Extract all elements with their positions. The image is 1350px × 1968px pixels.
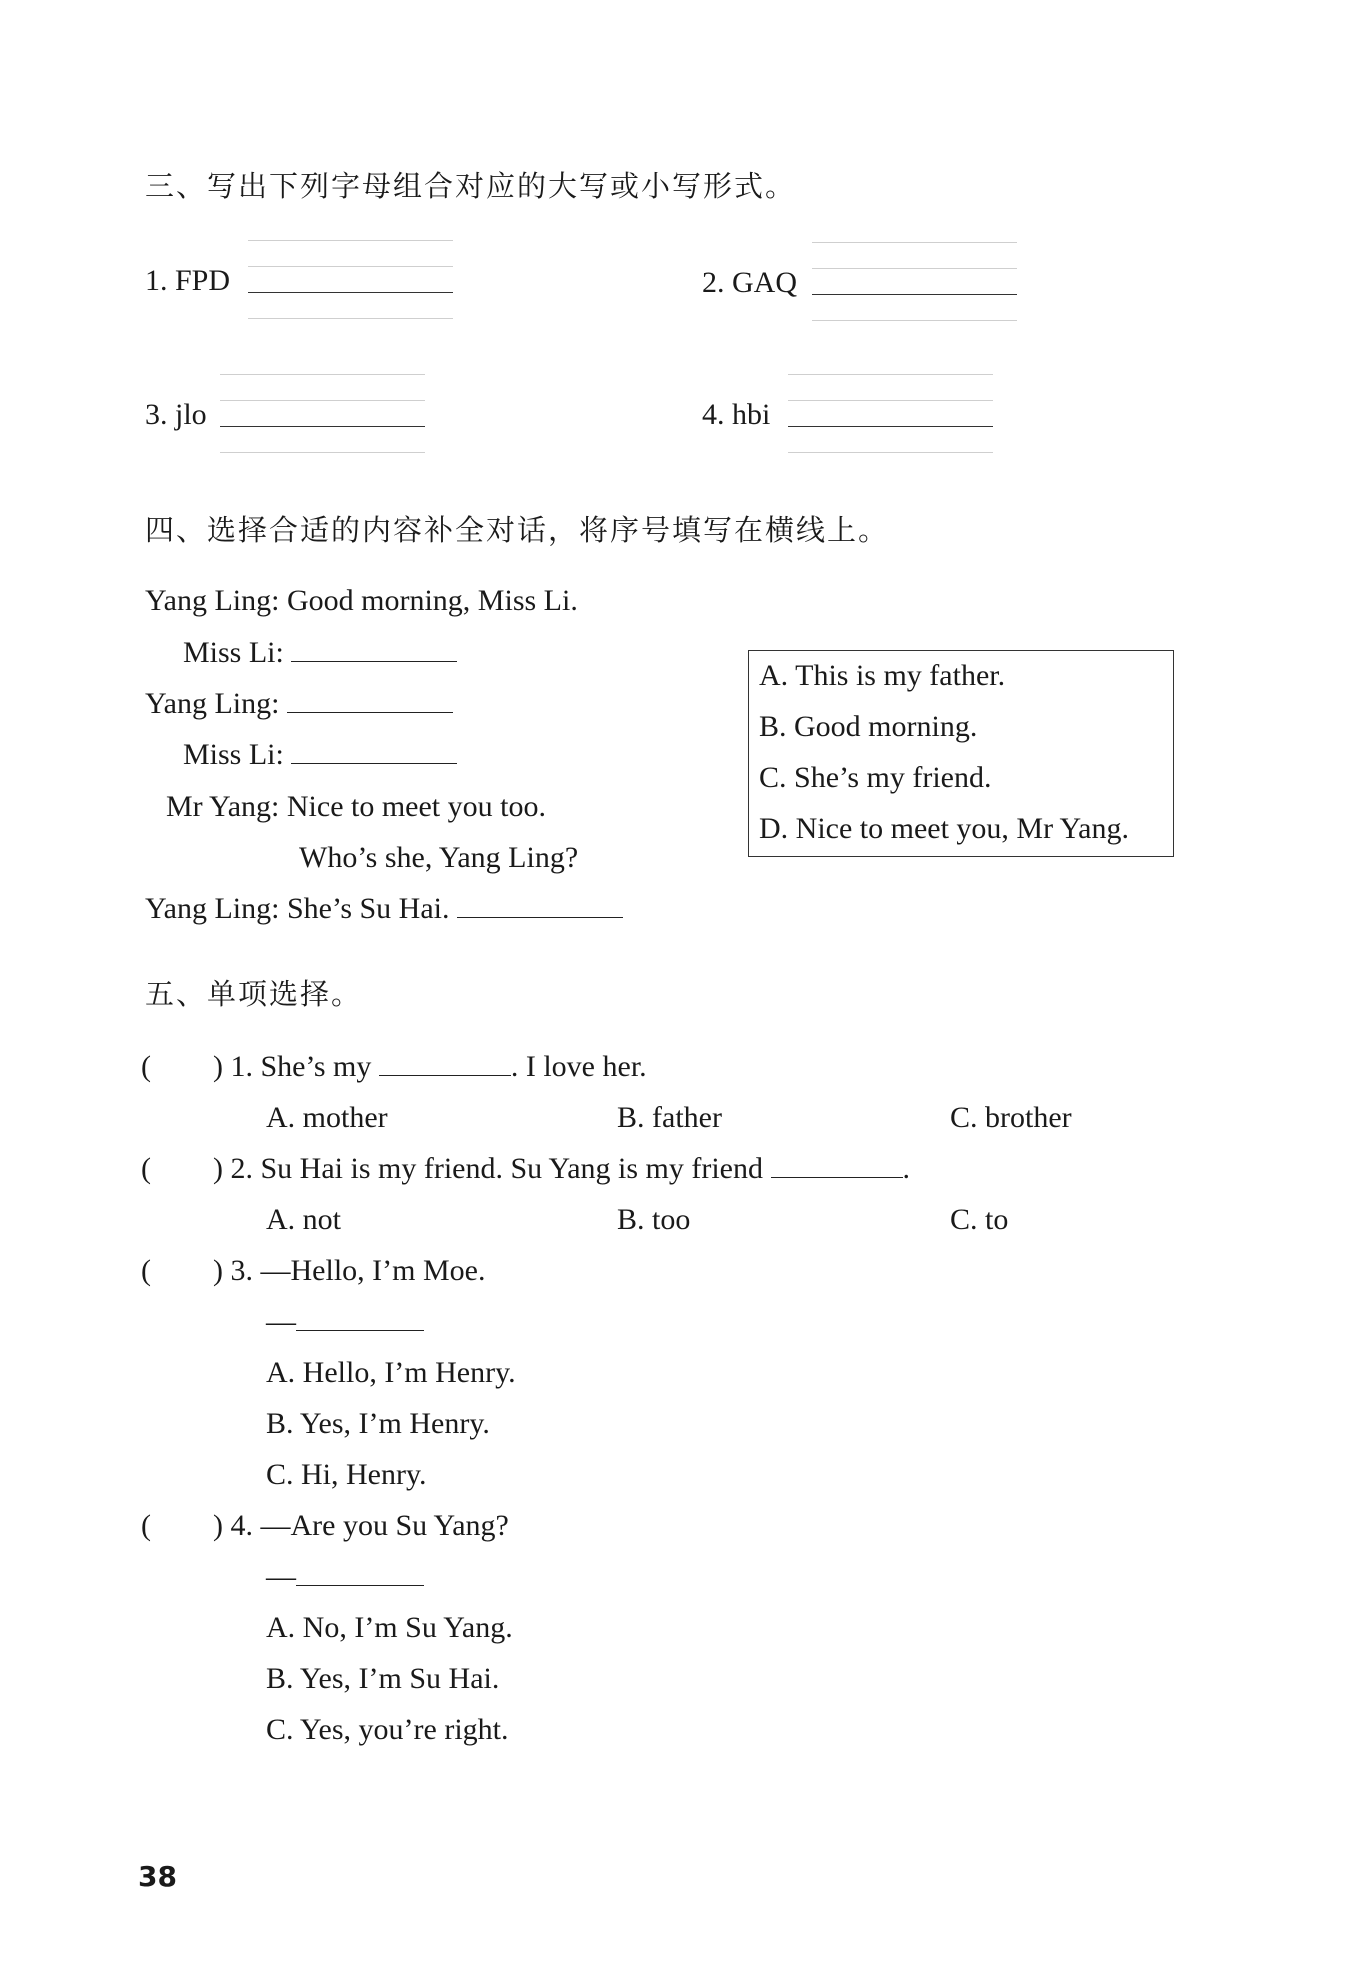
question-number: ) 3. (213, 1254, 253, 1287)
speaker-name: Miss Li: (183, 738, 284, 771)
dialogue-line-2 (183, 636, 457, 670)
letter-item-4-label: 4. hbi (702, 398, 771, 431)
q4-reply-line (266, 1560, 424, 1594)
option-d: D. Nice to meet you, Mr Yang. (759, 812, 1129, 845)
dialogue-text: Good morning, Miss Li. (286, 584, 578, 617)
question-stem: —Are you Su Yang? (260, 1509, 509, 1542)
q2-option-b: B. too (617, 1203, 691, 1236)
q1-option-b: B. father (617, 1101, 722, 1134)
question-blank[interactable] (771, 1176, 903, 1178)
reply-dash: — (266, 1305, 296, 1338)
question-2 (213, 1152, 910, 1186)
question-number: ) 2. (213, 1152, 253, 1185)
dialogue-line-5 (166, 790, 546, 824)
q3-option-c: C. Hi, Henry. (266, 1458, 427, 1491)
question-3 (213, 1254, 485, 1288)
question-1 (213, 1050, 647, 1084)
dialogue-line-6 (299, 841, 578, 875)
section5-title: 五、单项选择。 (145, 977, 363, 1011)
q2-option-a: A. not (266, 1203, 341, 1236)
answer-paren-open[interactable]: ( (141, 1050, 151, 1083)
speaker-name: Yang Ling: (145, 687, 280, 720)
answer-paren-open[interactable]: ( (141, 1254, 151, 1287)
dialogue-line-1 (145, 584, 578, 618)
q1-option-a: A. mother (266, 1101, 388, 1134)
speaker-name: Mr Yang: (166, 790, 280, 823)
answer-paren-open[interactable]: ( (141, 1509, 151, 1542)
letter-item-2-label: 2. GAQ (702, 266, 797, 299)
section3-title: 三、写出下列字母组合对应的大写或小写形式。 (145, 169, 797, 203)
letter-item-1-label: 1. FPD (145, 264, 231, 297)
writing-grid-2[interactable] (812, 242, 1017, 322)
option-a: A. This is my father. (759, 659, 1006, 692)
q4-option-c: C. Yes, you’re right. (266, 1713, 509, 1746)
answer-paren-open[interactable]: ( (141, 1152, 151, 1185)
options-box (748, 650, 1174, 857)
question-number: ) 4. (213, 1509, 253, 1542)
writing-grid-1[interactable] (248, 240, 453, 320)
q3-option-a: A. Hello, I’m Henry. (266, 1356, 516, 1389)
section4-title: 四、选择合适的内容补全对话，将序号填写在横线上。 (145, 513, 890, 547)
answer-blank[interactable] (287, 711, 453, 713)
q3-reply-line (266, 1305, 424, 1339)
question-stem: —Hello, I’m Moe. (260, 1254, 486, 1287)
letter-item-3-label: 3. jlo (145, 398, 207, 431)
reply-blank[interactable] (296, 1584, 424, 1586)
dialogue-line-4 (183, 738, 457, 772)
dialogue-line-7 (145, 892, 623, 926)
question-4 (213, 1509, 509, 1543)
dialogue-text: Who’s she, Yang Ling? (299, 841, 579, 874)
dialogue-text: She’s Su Hai. (286, 892, 450, 925)
q2-option-c: C. to (950, 1203, 1009, 1236)
reply-dash: — (266, 1560, 296, 1593)
q1-option-c: C. brother (950, 1101, 1072, 1134)
answer-blank[interactable] (291, 660, 457, 662)
speaker-name: Yang Ling: (145, 584, 280, 617)
writing-grid-3[interactable] (220, 374, 425, 454)
dialogue-line-3 (145, 687, 453, 721)
question-blank[interactable] (379, 1074, 511, 1076)
question-stem-end: . I love her. (510, 1050, 647, 1083)
question-stem: She’s my (260, 1050, 372, 1083)
reply-blank[interactable] (296, 1329, 424, 1331)
writing-grid-4[interactable] (788, 374, 993, 454)
dialogue-text: Nice to meet you too. (286, 790, 546, 823)
page-number: 38 (138, 1860, 177, 1893)
q4-option-b: B. Yes, I’m Su Hai. (266, 1662, 500, 1695)
speaker-name: Miss Li: (183, 636, 284, 669)
answer-blank[interactable] (457, 916, 623, 918)
answer-blank[interactable] (291, 762, 457, 764)
question-stem-end: . (902, 1152, 910, 1185)
option-c: C. She’s my friend. (759, 761, 992, 794)
speaker-name: Yang Ling: (145, 892, 280, 925)
question-number: ) 1. (213, 1050, 253, 1083)
q4-option-a: A. No, I’m Su Yang. (266, 1611, 513, 1644)
option-b: B. Good morning. (759, 710, 978, 743)
question-stem: Su Hai is my friend. Su Yang is my friend (260, 1152, 763, 1185)
q3-option-b: B. Yes, I’m Henry. (266, 1407, 490, 1440)
